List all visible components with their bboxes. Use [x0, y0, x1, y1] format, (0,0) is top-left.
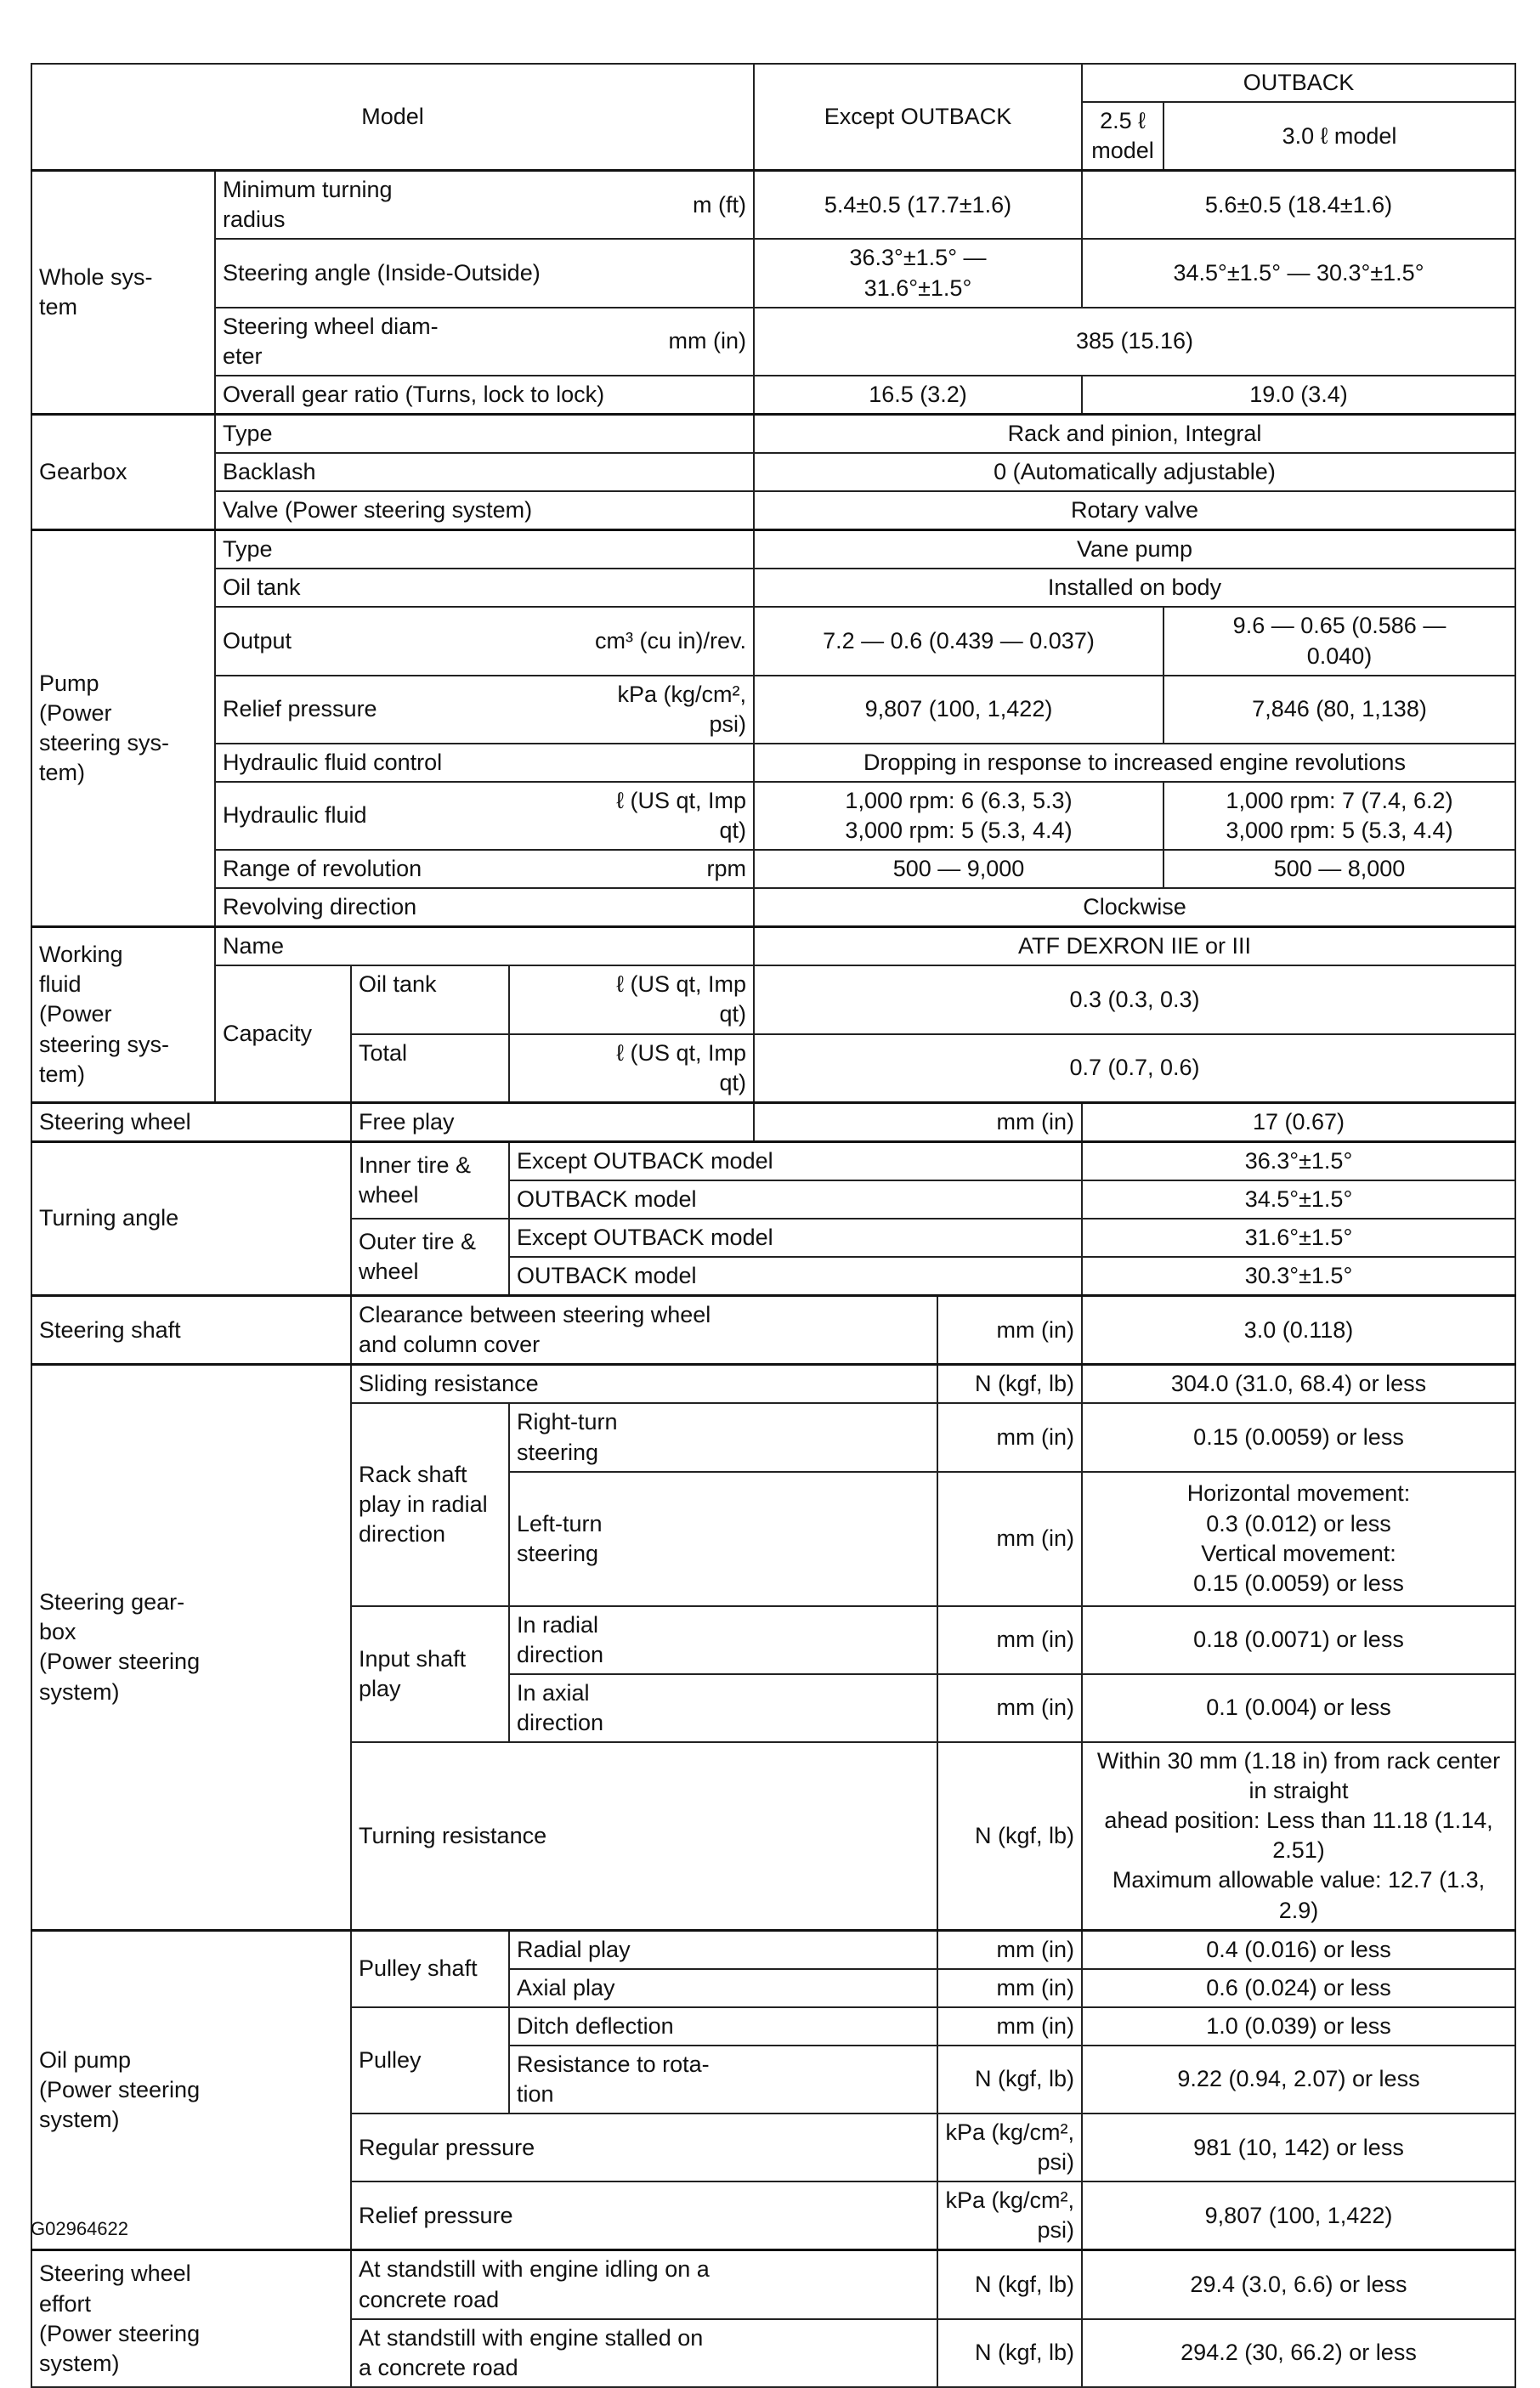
- output-value-b: 9.6 — 0.65 (0.586 — 0.040): [1163, 607, 1515, 675]
- radial-play-unit: mm (in): [937, 1930, 1082, 1969]
- capacity-total-value: 0.7 (0.7, 0.6): [754, 1034, 1515, 1103]
- idling-unit: N (kgf, lb): [937, 2250, 1082, 2319]
- capacity-oil-tank-unit: ℓ (US qt, Imp qt): [509, 965, 754, 1033]
- steering-angle-outback: 34.5°±1.5° — 30.3°±1.5°: [1082, 239, 1515, 307]
- sliding-resistance-label: Sliding resistance: [351, 1365, 937, 1404]
- whole-system-group: Whole sys- tem: [31, 171, 215, 415]
- steering-angle-label: Steering angle (Inside-Outside): [215, 239, 754, 307]
- steering-shaft-group: Steering shaft: [31, 1296, 351, 1365]
- figure-code: G02964622: [31, 2218, 128, 2239]
- table-row: [31, 850, 1515, 888]
- pulley-shaft-label: Pulley shaft: [351, 1930, 509, 2007]
- outer-except-value: 31.6°±1.5°: [1082, 1219, 1515, 1257]
- table-row: [31, 491, 1515, 530]
- radial-direction-value: 0.18 (0.0071) or less: [1082, 1606, 1515, 1674]
- table-row: [31, 965, 1515, 1033]
- gearbox-type-label: Type: [215, 414, 754, 453]
- relief-pressure-b: 7,846 (80, 1,138): [1163, 676, 1515, 744]
- gear-ratio-label: Overall gear ratio (Turns, lock to lock): [215, 376, 754, 415]
- ditch-deflection-label: Ditch deflection: [509, 2007, 937, 2046]
- pump-type-value: Vane pump: [754, 530, 1515, 569]
- valve-value: Rotary valve: [754, 491, 1515, 530]
- table-row: [31, 414, 1515, 453]
- table-row: [31, 2250, 1515, 2319]
- rack-shaft-play-label: Rack shaft play in radial direction: [351, 1403, 509, 1605]
- oil-pump-relief-value: 9,807 (100, 1,422): [1082, 2181, 1515, 2250]
- right-turn-value: 0.15 (0.0059) or less: [1082, 1403, 1515, 1471]
- outer-except-label: Except OUTBACK model: [509, 1219, 1082, 1257]
- wheel-effort-group: Steering wheel effort (Power steering system): [31, 2250, 351, 2387]
- revolving-direction-value: Clockwise: [754, 888, 1515, 927]
- table-row: [31, 927, 1515, 966]
- inner-except-value: 36.3°±1.5°: [1082, 1141, 1515, 1180]
- table-row: [31, 1102, 1515, 1141]
- stalled-value: 294.2 (30, 66.2) or less: [1082, 2319, 1515, 2387]
- table-row: [31, 888, 1515, 927]
- range-of-revolution-a: 500 — 9,000: [754, 850, 1163, 888]
- resistance-rotation-label: Resistance to rota- tion: [509, 2046, 937, 2114]
- spec-sheet: [31, 63, 1515, 2388]
- gearbox-group: Gearbox: [31, 414, 215, 529]
- hydraulic-fluid-label: Hydraulic fluid ℓ (US qt, Imp qt): [215, 782, 754, 850]
- capacity-label: Capacity: [215, 965, 351, 1102]
- output-label: Output cm³ (cu in)/rev.: [215, 607, 754, 675]
- ditch-deflection-unit: mm (in): [937, 2007, 1082, 2046]
- steering-gearbox-group: Steering gear- box (Power steering system): [31, 1365, 351, 1930]
- min-turning-radius-except: 5.4±0.5 (17.7±1.6): [754, 171, 1082, 240]
- inner-except-label: Except OUTBACK model: [509, 1141, 1082, 1180]
- inner-tire-label: Inner tire & wheel: [351, 1141, 509, 1219]
- table-row: [31, 676, 1515, 744]
- hydraulic-fluid-b: 1,000 rpm: 7 (7.4, 6.2) 3,000 rpm: 5 (5.3, 4.4): [1163, 782, 1515, 850]
- right-turn-unit: mm (in): [937, 1403, 1082, 1471]
- capacity-oil-tank-label: Oil tank: [351, 965, 509, 1033]
- output-value-a: 7.2 — 0.6 (0.439 — 0.037): [754, 607, 1163, 675]
- specification-table: [31, 63, 1516, 2388]
- sliding-resistance-unit: N (kgf, lb): [937, 1365, 1082, 1404]
- min-turning-radius-label: Minimum turning radius m (ft): [215, 171, 754, 240]
- left-turn-unit: mm (in): [937, 1472, 1082, 1606]
- except-outback-header: Except OUTBACK: [754, 64, 1082, 171]
- gear-ratio-except: 16.5 (3.2): [754, 376, 1082, 415]
- free-play-unit: mm (in): [754, 1102, 1082, 1141]
- clearance-label: Clearance between steering wheel and column cover: [351, 1296, 937, 1365]
- table-row: [31, 744, 1515, 782]
- outback-header: OUTBACK: [1082, 64, 1515, 102]
- fluid-name-label: Name: [215, 927, 754, 966]
- pulley-label: Pulley: [351, 2007, 509, 2114]
- axial-play-label: Axial play: [509, 1969, 937, 2007]
- table-row: [31, 782, 1515, 850]
- outer-outback-label: OUTBACK model: [509, 1257, 1082, 1296]
- turning-angle-group: Turning angle: [31, 1141, 351, 1295]
- table-row: [31, 1930, 1515, 1969]
- sliding-resistance-value: 304.0 (31.0, 68.4) or less: [1082, 1365, 1515, 1404]
- regular-pressure-label: Regular pressure: [351, 2114, 937, 2181]
- table-row: [31, 1296, 1515, 1365]
- turning-resistance-label: Turning resistance: [351, 1742, 937, 1930]
- free-play-label: Free play: [351, 1102, 754, 1141]
- resistance-rotation-value: 9.22 (0.94, 2.07) or less: [1082, 2046, 1515, 2114]
- oil-tank-value: Installed on body: [754, 569, 1515, 607]
- regular-pressure-unit: kPa (kg/cm², psi): [937, 2114, 1082, 2181]
- ditch-deflection-value: 1.0 (0.039) or less: [1082, 2007, 1515, 2046]
- gearbox-type-value: Rack and pinion, Integral: [754, 414, 1515, 453]
- oil-pump-relief-unit: kPa (kg/cm², psi): [937, 2181, 1082, 2250]
- radial-play-value: 0.4 (0.016) or less: [1082, 1930, 1515, 1969]
- wheel-diameter-label: Steering wheel diam- eter mm (in): [215, 308, 754, 376]
- idling-label: At standstill with engine idling on a concrete road: [351, 2250, 937, 2319]
- pump-group: Pump (Power steering sys- tem): [31, 530, 215, 927]
- gear-ratio-outback: 19.0 (3.4): [1082, 376, 1515, 415]
- input-shaft-play-label: Input shaft play: [351, 1606, 509, 1742]
- axial-direction-unit: mm (in): [937, 1674, 1082, 1742]
- model-30-header: 3.0 ℓ model: [1163, 102, 1515, 171]
- inner-outback-value: 34.5°±1.5°: [1082, 1180, 1515, 1219]
- turning-resistance-value: Within 30 mm (1.18 in) from rack center in straight ahead position: Less than 11.18 (1.14, 2.51) Maximum allowable value: 12.7 (1.3, 2.9): [1082, 1742, 1515, 1930]
- resistance-rotation-unit: N (kgf, lb): [937, 2046, 1082, 2114]
- table-row: [31, 569, 1515, 607]
- table-row: [31, 1141, 1515, 1180]
- table-row: [31, 239, 1515, 307]
- table-row: [31, 530, 1515, 569]
- capacity-total-unit: ℓ (US qt, Imp qt): [509, 1034, 754, 1103]
- capacity-oil-tank-value: 0.3 (0.3, 0.3): [754, 965, 1515, 1033]
- steering-wheel-group: Steering wheel: [31, 1102, 351, 1141]
- model-header: Model: [31, 64, 754, 171]
- fluid-name-value: ATF DEXRON IIE or III: [754, 927, 1515, 966]
- relief-pressure-a: 9,807 (100, 1,422): [754, 676, 1163, 744]
- min-turning-radius-outback: 5.6±0.5 (18.4±1.6): [1082, 171, 1515, 240]
- outer-tire-label: Outer tire & wheel: [351, 1219, 509, 1296]
- table-row: [31, 1365, 1515, 1404]
- header-row: [31, 64, 1515, 102]
- axial-direction-value: 0.1 (0.004) or less: [1082, 1674, 1515, 1742]
- wheel-diameter-value: 385 (15.16): [754, 308, 1515, 376]
- range-of-revolution-b: 500 — 8,000: [1163, 850, 1515, 888]
- radial-direction-label: In radial direction: [509, 1606, 937, 1674]
- regular-pressure-value: 981 (10, 142) or less: [1082, 2114, 1515, 2181]
- table-row: [31, 308, 1515, 376]
- table-row: [31, 453, 1515, 491]
- table-row: [31, 607, 1515, 675]
- steering-angle-except: 36.3°±1.5° — 31.6°±1.5°: [754, 239, 1082, 307]
- stalled-label: At standstill with engine stalled on a concrete road: [351, 2319, 937, 2387]
- oil-tank-label: Oil tank: [215, 569, 754, 607]
- inner-outback-label: OUTBACK model: [509, 1180, 1082, 1219]
- axial-play-unit: mm (in): [937, 1969, 1082, 2007]
- range-of-revolution-label: Range of revolution rpm: [215, 850, 754, 888]
- axial-play-value: 0.6 (0.024) or less: [1082, 1969, 1515, 2007]
- table-row: [31, 376, 1515, 415]
- oil-pump-group: Oil pump (Power steering system): [31, 1930, 351, 2250]
- hydraulic-control-value: Dropping in response to increased engine revolutions: [754, 744, 1515, 782]
- pump-type-label: Type: [215, 530, 754, 569]
- clearance-value: 3.0 (0.118): [1082, 1296, 1515, 1365]
- oil-pump-relief-label: Relief pressure: [351, 2181, 937, 2250]
- free-play-value: 17 (0.67): [1082, 1102, 1515, 1141]
- backlash-value: 0 (Automatically adjustable): [754, 453, 1515, 491]
- table-row: [31, 171, 1515, 240]
- radial-play-label: Radial play: [509, 1930, 937, 1969]
- hydraulic-fluid-a: 1,000 rpm: 6 (6.3, 5.3) 3,000 rpm: 5 (5.3, 4.4): [754, 782, 1163, 850]
- working-fluid-group: Working fluid (Power steering sys- tem): [31, 927, 215, 1102]
- outer-outback-value: 30.3°±1.5°: [1082, 1257, 1515, 1296]
- relief-pressure-label: Relief pressure kPa (kg/cm², psi): [215, 676, 754, 744]
- stalled-unit: N (kgf, lb): [937, 2319, 1082, 2387]
- clearance-unit: mm (in): [937, 1296, 1082, 1365]
- idling-value: 29.4 (3.0, 6.6) or less: [1082, 2250, 1515, 2319]
- left-turn-value: Horizontal movement: 0.3 (0.012) or less Vertical movement: 0.15 (0.0059) or less: [1082, 1472, 1515, 1606]
- backlash-label: Backlash: [215, 453, 754, 491]
- axial-direction-label: In axial direction: [509, 1674, 937, 1742]
- right-turn-label: Right-turn steering: [509, 1403, 937, 1471]
- capacity-total-label: Total: [351, 1034, 509, 1103]
- left-turn-label: Left-turn steering: [509, 1472, 937, 1606]
- valve-label: Valve (Power steering system): [215, 491, 754, 530]
- revolving-direction-label: Revolving direction: [215, 888, 754, 927]
- turning-resistance-unit: N (kgf, lb): [937, 1742, 1082, 1930]
- hydraulic-control-label: Hydraulic fluid control: [215, 744, 754, 782]
- radial-direction-unit: mm (in): [937, 1606, 1082, 1674]
- model-25-header: 2.5 ℓ model: [1082, 102, 1163, 171]
